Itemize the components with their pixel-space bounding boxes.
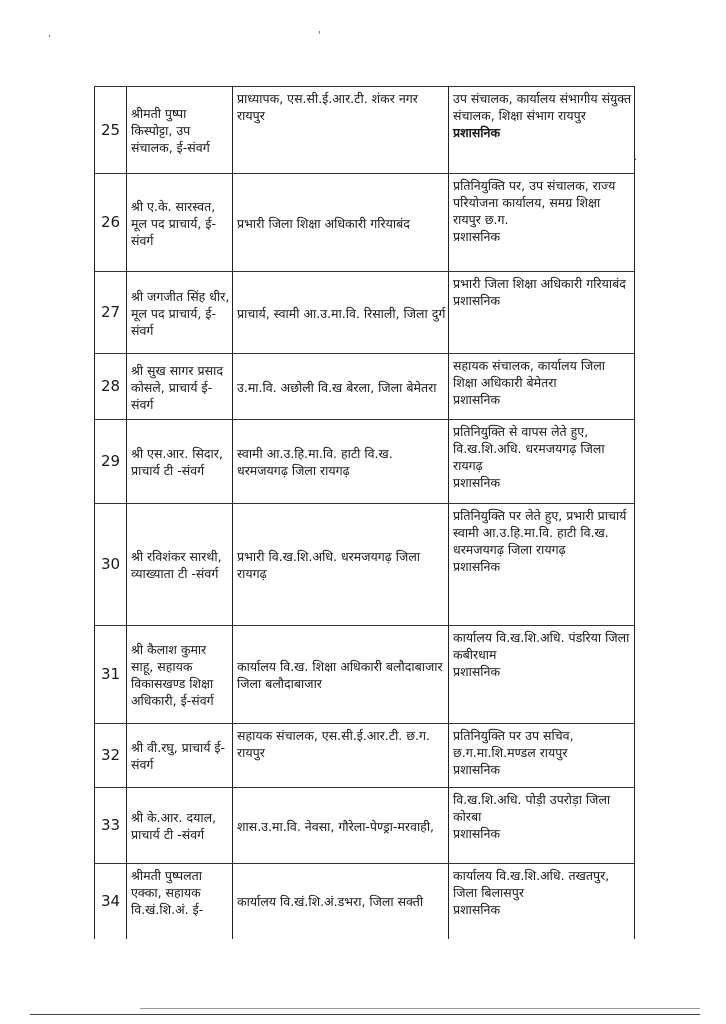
current-posting: प्राध्यापक, एस.सी.ई.आर.टी. शंकर नगर रायपुर [233, 87, 449, 174]
new-posting [449, 788, 635, 864]
transfer-type: प्रशासनिक [453, 559, 501, 574]
serial-number: 30 [95, 504, 127, 626]
new-posting-text: सहायक संचालक, कार्यालय जिला शिक्षा अधिकारी बेमेतरा [453, 358, 606, 390]
serial-number: 28 [95, 354, 127, 420]
current-posting: प्राचार्य, स्वामी आ.उ.मा.वि. रिसाली, जिला दुर्ग [233, 272, 449, 354]
current-posting: कार्यालय वि.ख. शिक्षा अधिकारी बलौदाबाजार जिला बलौदाबाजार [233, 626, 449, 724]
officer-name: श्री ए.के. सारस्वत, मूल पद प्राचार्य, ई-संवर्ग [127, 174, 233, 272]
new-posting-text: उप संचालक, कार्यालय संभागीय संयुक्त संचालक, शिक्षा संभाग रायपुर [453, 91, 632, 123]
table-row [95, 864, 635, 939]
officer-name: श्री के.आर. दयाल, प्राचार्य टी -संवर्ग [127, 788, 233, 864]
current-posting: शास.उ.मा.वि. नेवसा, गौरेला-पेण्ड्रा-मरवाही, [233, 788, 449, 864]
officer-name: श्री वी.रघु, प्राचार्य ई-संवर्ग [127, 724, 233, 788]
table-row [95, 174, 635, 272]
new-posting-text: प्रतिनियुक्ति पर लेते हुए, प्रभारी प्राचार्य स्वामी आ.उ.हि.मा.वि. हाटी वि.ख. धरमजयगढ़ जिला रायगढ़ [453, 508, 627, 557]
scan-mark: , [48, 28, 52, 39]
current-posting: प्रभारी जिला शिक्षा अधिकारी गरियाबंद [233, 174, 449, 272]
new-posting [449, 724, 635, 788]
table-row [95, 626, 635, 724]
current-posting: प्रभारी वि.ख.शि.अधि. धरमजयगढ़ जिला रायगढ़ [233, 504, 449, 626]
serial-number: 29 [95, 420, 127, 504]
serial-number: 33 [95, 788, 127, 864]
officer-name: श्रीमती पुष्पा किस्पोट्टा, उप संचालक, ई-संवर्ग [127, 87, 233, 174]
officer-name: श्री एस.आर. सिदार, प्राचार्य टी -संवर्ग [127, 420, 233, 504]
new-posting-text: कार्यालय वि.ख.शि.अधि. पंडरिया जिला कबीरधाम [453, 630, 630, 662]
current-posting: कार्यालय वि.खं.शि.अं.डभरा, जिला सक्ती [233, 864, 449, 939]
table-row [95, 724, 635, 788]
new-posting-text: वि.ख.शि.अधि. पोड़ी उपरोड़ा जिला कोरबा [453, 792, 611, 824]
serial-number: 34 [95, 864, 127, 939]
officer-name: श्री रविशंकर सारथी, व्याख्याता टी -संवर्ग [127, 504, 233, 626]
new-posting [449, 272, 635, 354]
new-posting [449, 174, 635, 272]
scan-mark: . [634, 152, 638, 163]
serial-number: 26 [95, 174, 127, 272]
new-posting [449, 626, 635, 724]
new-posting [449, 354, 635, 420]
current-posting: उ.मा.वि. अछोली वि.ख बेरला, जिला बेमेतरा [233, 354, 449, 420]
serial-number: 32 [95, 724, 127, 788]
table-row [95, 788, 635, 864]
transfer-type: प्रशासनिक [453, 664, 501, 679]
transfer-type: प्रशासनिक [453, 762, 501, 777]
transfer-type: प्रशासनिक [453, 902, 501, 917]
transfer-type: प्रशासनिक [453, 475, 501, 490]
officer-name: श्री जगजीत सिंह धीर, मूल पद प्राचार्य, ई- संवर्ग [127, 272, 233, 354]
new-posting-text: प्रभारी जिला शिक्षा अधिकारी गरियाबंद [453, 276, 626, 291]
new-posting [449, 864, 635, 939]
table-row [95, 87, 635, 174]
current-posting: स्वामी आ.उ.हि.मा.वि. हाटी वि.ख. धरमजयगढ़ जिला रायगढ़ [233, 420, 449, 504]
table-row [95, 420, 635, 504]
new-posting [449, 87, 638, 174]
scan-mark: ' [318, 30, 321, 41]
transfer-order-table [94, 86, 638, 939]
serial-number: 31 [95, 626, 127, 724]
officer-name: श्री कैलाश कुमार साहू, सहायक विकासखण्ड शिक्षा अधिकारी, ई-संवर्ग [127, 626, 233, 724]
new-posting-text: कार्यालय वि.ख.शि.अधि. तखतपुर, जिला बिलासपुर [453, 868, 610, 900]
transfer-type: प्रशासनिक [453, 125, 501, 140]
new-posting-text: प्रतिनियुक्ति से वापस लेते हुए, वि.ख.शि.अधि. धरमजयगढ़ जिला रायगढ़ [453, 424, 605, 473]
officer-name: श्रीमती पुष्पलता एक्का, सहायक वि.खं.शि.अं. ई- [127, 864, 233, 939]
transfer-type: प्रशासनिक [453, 229, 501, 244]
new-posting-text: प्रतिनियुक्ति पर, उप संचालक, राज्य परियोजना कार्यालय, समग्र शिक्षा रायपुर छ.ग. [453, 178, 616, 227]
footer-divider [140, 1008, 700, 1009]
current-posting: सहायक संचालक, एस.सी.ई.आर.टी. छ.ग. रायपुर [233, 724, 449, 788]
new-posting [449, 504, 635, 626]
serial-number: 25 [95, 87, 127, 174]
new-posting [449, 420, 635, 504]
table-row [95, 354, 635, 420]
transfer-type: प्रशासनिक [453, 826, 501, 841]
transfer-type: प्रशासनिक [453, 293, 501, 308]
officer-name: श्री सुख सागर प्रसाद कोसले, प्राचार्य ई-संवर्ग [127, 354, 233, 420]
serial-number: 27 [95, 272, 127, 354]
footer-divider [30, 1014, 700, 1015]
table-row [95, 504, 635, 626]
transfer-type: प्रशासनिक [453, 392, 501, 407]
table-row [95, 272, 635, 354]
new-posting-text: प्रतिनियुक्ति पर उप सचिव, छ.ग.मा.शि.मण्डल रायपुर [453, 728, 574, 760]
